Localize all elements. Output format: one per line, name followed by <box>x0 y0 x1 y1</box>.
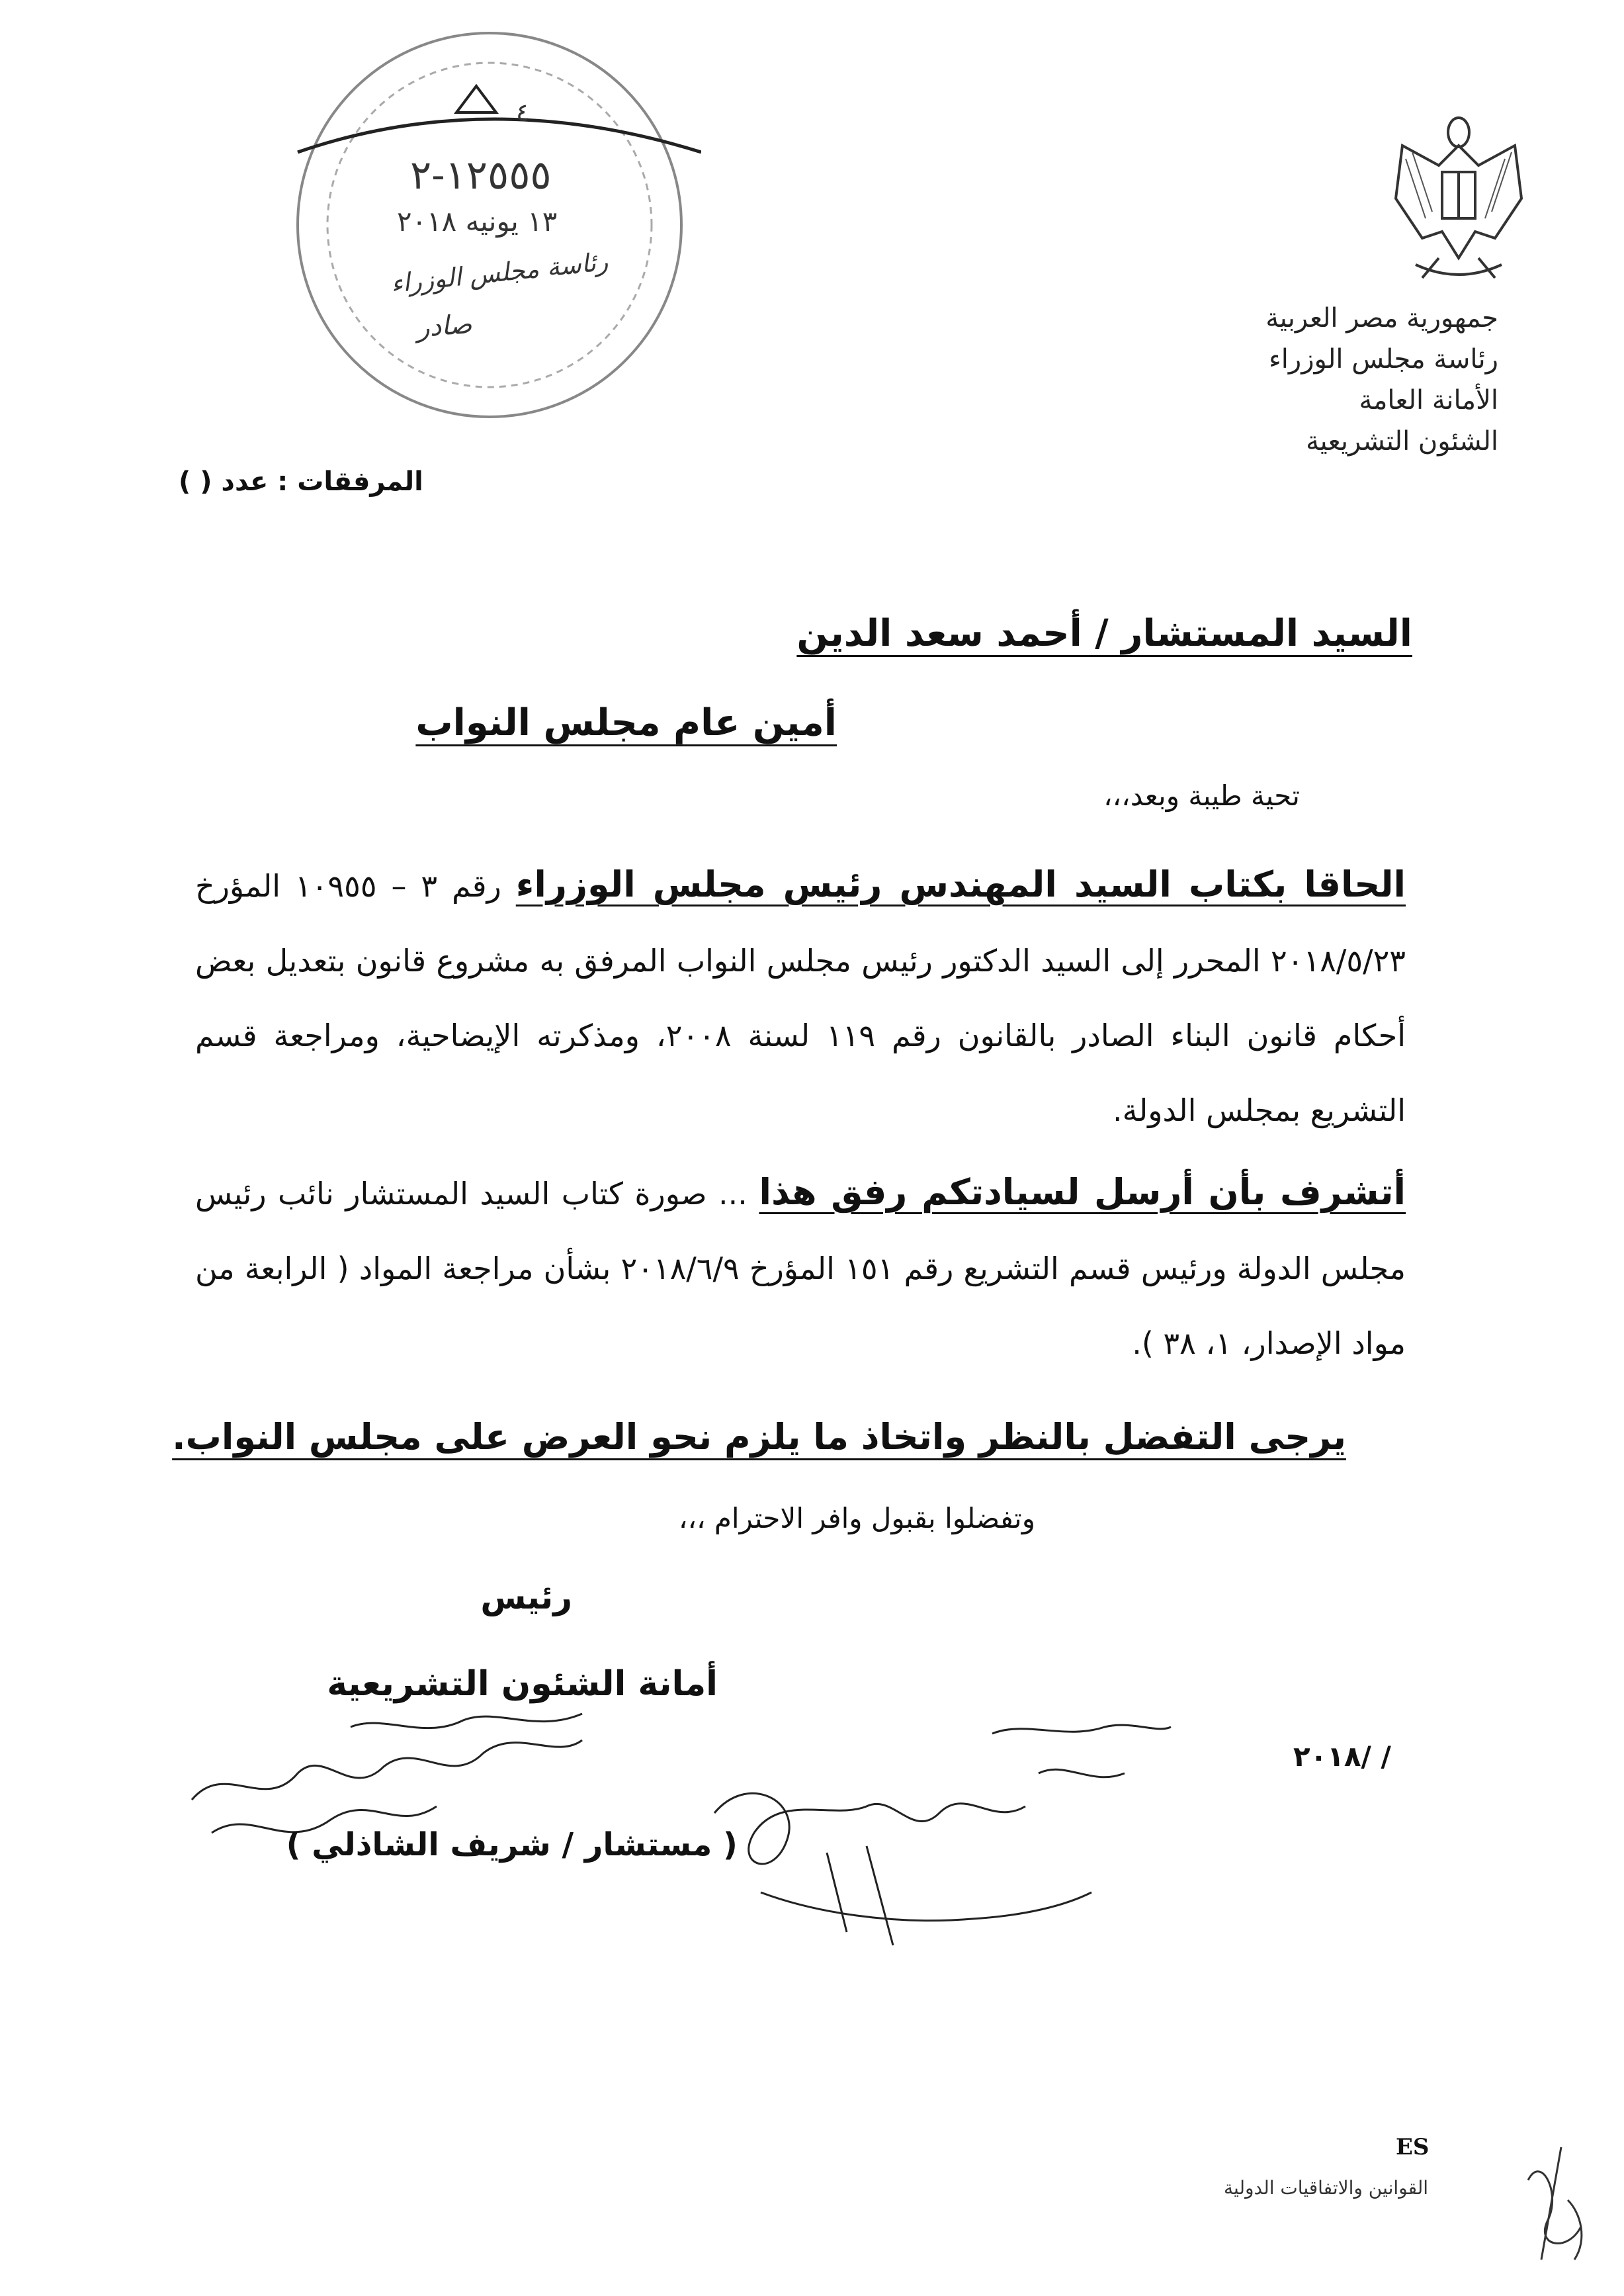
signatory-unit: أمانة الشئون التشريعية <box>327 1664 718 1704</box>
paragraph-lead: الحاقا بكتاب السيد المهندس رئيس مجلس الوزراء <box>515 863 1406 905</box>
greeting: تحية طيبة وبعد،،، <box>1103 779 1300 812</box>
addressee-title: أمين عام مجلس النواب <box>415 701 837 744</box>
addressee-name: السيد المستشار / أحمد سعد الدين <box>796 612 1412 655</box>
agency-line: الشئون التشريعية <box>1306 426 1498 457</box>
paragraph-text: رقم ٣ – ١٠٩٥٥ المؤرخ ٢٠١٨/٥/٢٣ المحرر إلى السيد الدكتور رئيس مجلس النواب المرفق به مشروع قانون بتعديل بعض أحكام قانون البناء الصادر بالقانون رقم ١١٩ لسنة ٢٠٠٨، ومذكرته الإيضاحية، ومراجعة قسم التشريع بمجلس الدولة. <box>195 868 1406 1128</box>
handwritten-annotation <box>695 1694 1184 1978</box>
footer-code: ES <box>1396 2134 1430 2160</box>
body-paragraph <box>195 1155 1406 1381</box>
stamp-date: ١٣ يونيه ٢٠١٨ <box>397 205 558 238</box>
stamp-number: ٤ <box>516 98 530 127</box>
handwritten-initial <box>1521 2141 1594 2263</box>
request-line: يرجى التفضل بالنظر واتخاذ ما يلزم نحو العرض على مجلس النواب. <box>172 1416 1346 1458</box>
signatory-name: ( مستشار / شريف الشاذلي ) <box>286 1826 738 1863</box>
attachments-count: المرفقات : عدد ( ) <box>179 466 423 497</box>
stamp-office: رئاسة مجلس الوزراء <box>389 246 610 299</box>
footer-note: القوانين والاتفاقيات الدولية <box>1224 2177 1429 2199</box>
body-paragraph <box>195 847 1406 1148</box>
paragraph-lead: أتشرف بأن أرسل لسيادتكم رفق هذا <box>759 1171 1406 1213</box>
agency-line: جمهورية مصر العربية <box>1265 303 1498 333</box>
closing-line: وتفضلوا بقبول وافر الاحترام ،،، <box>678 1502 1035 1534</box>
stamp-type: صادر <box>415 309 473 343</box>
agency-line: الأمانة العامة <box>1359 385 1498 416</box>
signatory-title: رئيس <box>480 1578 572 1616</box>
date-line: / /٢٠١٨ <box>1293 1740 1391 1773</box>
paragraph-text: ... صورة كتاب السيد المستشار نائب رئيس مجلس الدولة ورئيس قسم التشريع رقم ١٥١ المؤرخ ٢٠١٨/٦/٩ بشأن مراجعة المواد ( الرابعة من مواد الإصدار، ١، ٣٨ ). <box>195 1176 1406 1361</box>
stamp-code: ١٢٥٥٥-٢ <box>410 152 552 199</box>
agency-line: رئاسة مجلس الوزراء <box>1268 344 1498 375</box>
egypt-eagle-emblem-icon <box>1376 106 1541 304</box>
agency-header <box>1154 298 1498 462</box>
